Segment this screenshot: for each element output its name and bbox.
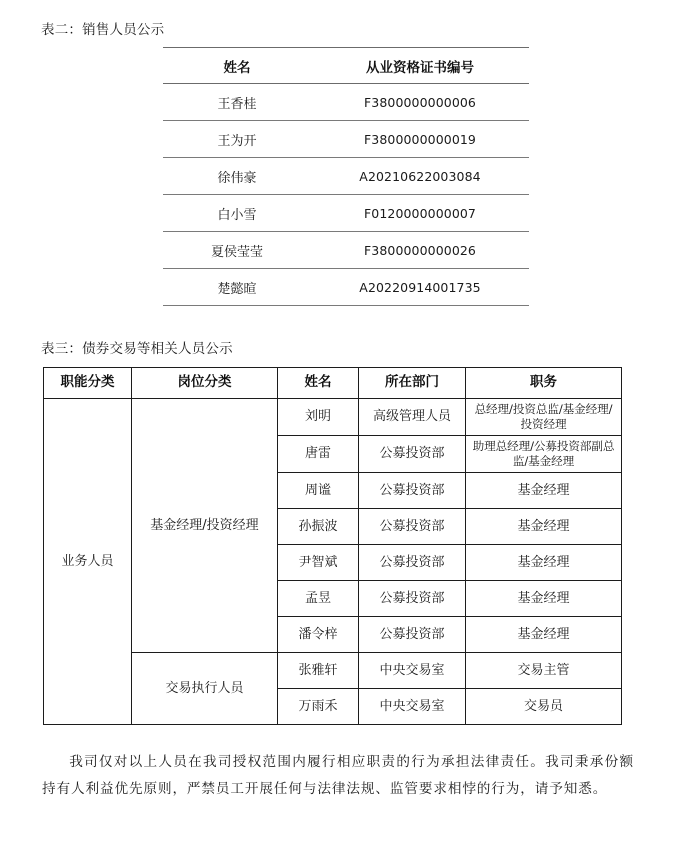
cell-department: 公募投资部 (359, 436, 466, 473)
cell-title: 基金经理 (466, 581, 622, 617)
sales-table-caption: 表二：销售人员公示 (41, 22, 165, 38)
cell-name: 白小雪 (163, 195, 311, 232)
column-header-certificate: 从业资格证书编号 (311, 48, 529, 84)
cell-department: 公募投资部 (359, 509, 466, 545)
cell-name: 万雨禾 (278, 689, 359, 725)
closing-note-paragraph: 我司仅对以上人员在我司授权范围内履行相应职责的行为承担法律责任。我司秉承份额持有人利益优先原则，严禁员工开展任何与法律法规、监管要求相悖的行为，请予知悉。 (42, 753, 634, 798)
cell-department: 公募投资部 (359, 473, 466, 509)
cell-name: 张雅轩 (278, 653, 359, 689)
cell-title: 基金经理 (466, 473, 622, 509)
bond-table-body (44, 399, 622, 725)
cell-department: 中央交易室 (359, 689, 466, 725)
cell-title: 基金经理 (466, 509, 622, 545)
cell-name: 潘令梓 (278, 617, 359, 653)
column-header-title: 职务 (466, 368, 622, 399)
column-header-post: 岗位分类 (132, 368, 278, 399)
cell-name: 刘明 (278, 399, 359, 436)
bond-table-caption: 表三：债券交易等相关人员公示 (41, 341, 233, 357)
cell-name: 孟昱 (278, 581, 359, 617)
cell-certificate: F3800000000026 (311, 232, 529, 269)
column-header-name: 姓名 (278, 368, 359, 399)
sales-table-container (163, 47, 529, 306)
table-header-row (163, 48, 529, 84)
cell-post-group: 基金经理/投资经理 (132, 399, 278, 653)
cell-department: 高级管理人员 (359, 399, 466, 436)
bond-table-container (43, 367, 621, 725)
cell-function-group: 业务人员 (44, 399, 132, 725)
cell-name: 王为开 (163, 121, 311, 158)
cell-name: 夏侯莹莹 (163, 232, 311, 269)
cell-name: 王香桂 (163, 84, 311, 121)
cell-certificate: A20220914001735 (311, 269, 529, 306)
bond-table-header (44, 368, 622, 399)
sales-table-body (163, 84, 529, 306)
cell-certificate: A20210622003084 (311, 158, 529, 195)
sales-table (163, 47, 529, 306)
cell-certificate: F0120000000007 (311, 195, 529, 232)
cell-name: 唐雷 (278, 436, 359, 473)
cell-post-group: 交易执行人员 (132, 653, 278, 725)
column-header-name: 姓名 (163, 48, 311, 84)
column-header-function: 职能分类 (44, 368, 132, 399)
cell-certificate: F3800000000006 (311, 84, 529, 121)
table-row (44, 399, 622, 436)
cell-department: 公募投资部 (359, 581, 466, 617)
cell-name: 楚懿暄 (163, 269, 311, 306)
column-header-department: 所在部门 (359, 368, 466, 399)
cell-title: 交易主管 (466, 653, 622, 689)
cell-title: 基金经理 (466, 545, 622, 581)
table-row (163, 84, 529, 121)
bond-table (43, 367, 622, 725)
table-row (163, 232, 529, 269)
cell-name: 尹智斌 (278, 545, 359, 581)
cell-name: 周谧 (278, 473, 359, 509)
cell-department: 公募投资部 (359, 617, 466, 653)
cell-certificate: F3800000000019 (311, 121, 529, 158)
table-row (163, 269, 529, 306)
cell-title: 助理总经理/公募投资部副总监/基金经理 (466, 436, 622, 473)
sales-table-header (163, 48, 529, 84)
table-row (163, 195, 529, 232)
cell-department: 中央交易室 (359, 653, 466, 689)
cell-title: 基金经理 (466, 617, 622, 653)
cell-department: 公募投资部 (359, 545, 466, 581)
table-header-row (44, 368, 622, 399)
cell-name: 孙振波 (278, 509, 359, 545)
table-row (163, 121, 529, 158)
cell-title: 总经理/投资总监/基金经理/投资经理 (466, 399, 622, 436)
table-row (163, 158, 529, 195)
cell-name: 徐伟豪 (163, 158, 311, 195)
cell-title: 交易员 (466, 689, 622, 725)
